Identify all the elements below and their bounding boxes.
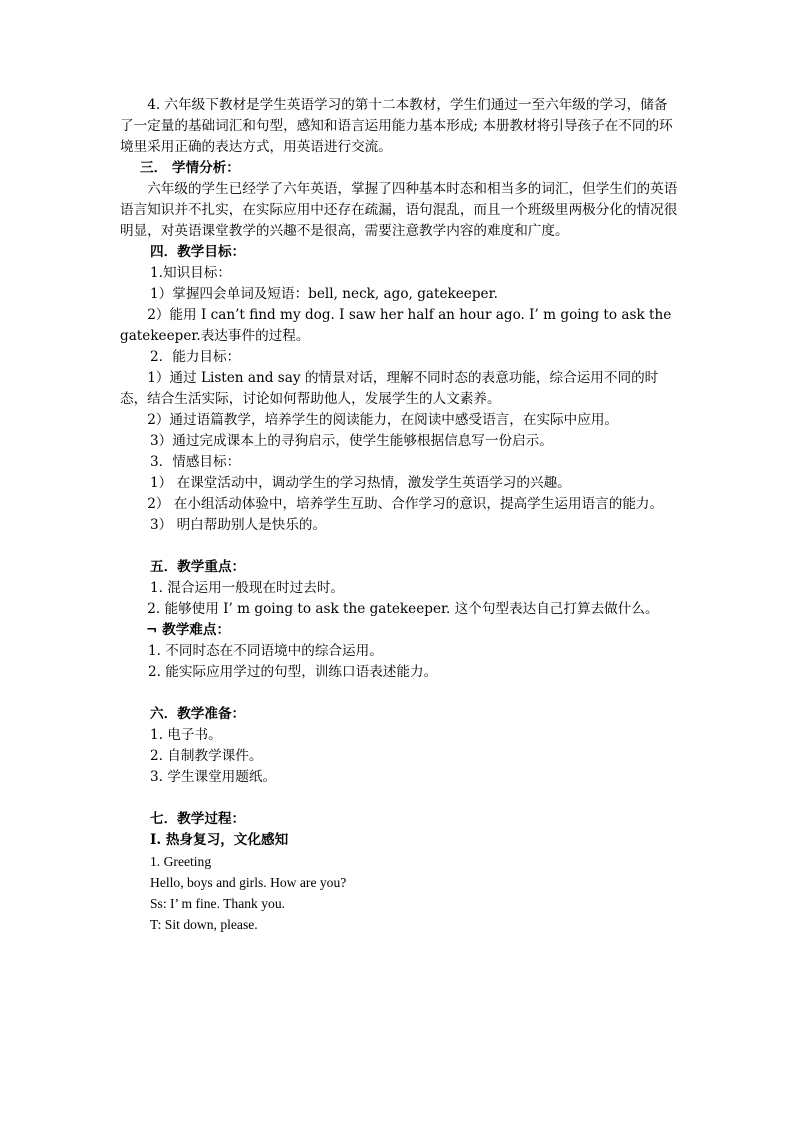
ability-goal-3: 3）通过完成课本上的寻狗启示，使学生能够根据信息写一份启示。 [150, 433, 553, 449]
paragraph-textbook-intro: 4. 六年级下教材是学生英语学习的第十二本教材，学生们通过一至六年级的学习，储备了一定量的基础词汇和句型，感知和语言运用能力基本形成; 本册教材将引导孩子在不同的环境里采用正确的表达方式，用英语进行交流。 [120, 97, 673, 155]
greeting-line-3: T: Sit down, please. [150, 917, 258, 932]
preparation-1: 1. 电子书。 [150, 727, 222, 743]
greeting-line-1: Hello, boys and girls. How are you? [150, 875, 347, 890]
emotion-goal-1: 1） 在课堂活动中，调动学生的学习热情，激发学生英语学习的兴趣。 [150, 475, 571, 491]
greeting-line-2: Ss: I’ m fine. Thank you. [150, 896, 286, 911]
greeting-title: 1. Greeting [150, 854, 212, 869]
heading-student-analysis: 三． 学情分析： [140, 160, 240, 176]
heading-key-points: 五．教学重点： [150, 559, 246, 575]
section-warmup-title: I. 热身复习，文化感知 [150, 832, 289, 848]
ability-goal-1: 1）通过 Listen and say 的情景对话，理解不同时态的表意功能，综合运用不同的时态，结合生活实际，讨论如何帮助他人，发展学生的人文素养。 [120, 370, 659, 407]
emotion-goals-title: 3．情感目标： [150, 454, 241, 470]
difficulty-1: 1. 不同时态在不同语境中的综合运用。 [148, 643, 383, 659]
heading-preparation: 六．教学准备： [150, 706, 246, 722]
difficulty-2: 2. 能实际应用学过的句型，训练口语表述能力。 [148, 664, 438, 680]
paragraph-student-analysis: 六年级的学生已经学了六年英语，掌握了四种基本时态和相当多的词汇，但学生们的英语语言知识并不扎实，在实际应用中还存在疏漏，语句混乱，而且一个班级里两极分化的情况很明显，对英语课堂教学的兴趣不是很高，需要注意教学内容的难度和广度。 [120, 181, 678, 239]
key-point-1: 1. 混合运用一般现在时过去时。 [150, 580, 345, 596]
knowledge-goal-2: 2）能用 I can’t find my dog. I saw her half an hour ago. I’ m going to ask the gatekeeper.表达事件的过程。 [120, 307, 672, 344]
heading-teaching-goals: 四．教学目标： [150, 244, 246, 260]
ability-goal-2: 2）通过语篇教学，培养学生的阅读能力，在阅读中感受语言，在实际中应用。 [147, 412, 619, 428]
key-point-2: 2. 能够使用 I’ m going to ask the gatekeeper. 这个句型表达自己打算去做什么。 [147, 601, 659, 617]
preparation-3: 3. 学生课堂用题纸。 [150, 769, 277, 785]
emotion-goal-3: 3） 明白帮助别人是快乐的。 [150, 517, 327, 533]
ability-goals-title: 2．能力目标： [150, 349, 241, 365]
preparation-2: 2. 自制教学课件。 [150, 748, 263, 764]
knowledge-goal-1: 1）掌握四会单词及短语：bell, neck, ago, gatekeeper. [150, 286, 498, 302]
document-body [120, 95, 678, 935]
heading-teaching-process: 七．教学过程： [150, 811, 246, 827]
emotion-goal-2: 2） 在小组活动体验中，培养学生互助、合作学习的意识，提高学生运用语言的能力。 [147, 496, 664, 512]
knowledge-goals-title: 1.知识目标： [150, 265, 231, 281]
heading-difficulties: ¬ 教学难点： [146, 622, 231, 638]
spacer [120, 683, 678, 704]
spacer [120, 788, 678, 809]
spacer [120, 536, 678, 557]
